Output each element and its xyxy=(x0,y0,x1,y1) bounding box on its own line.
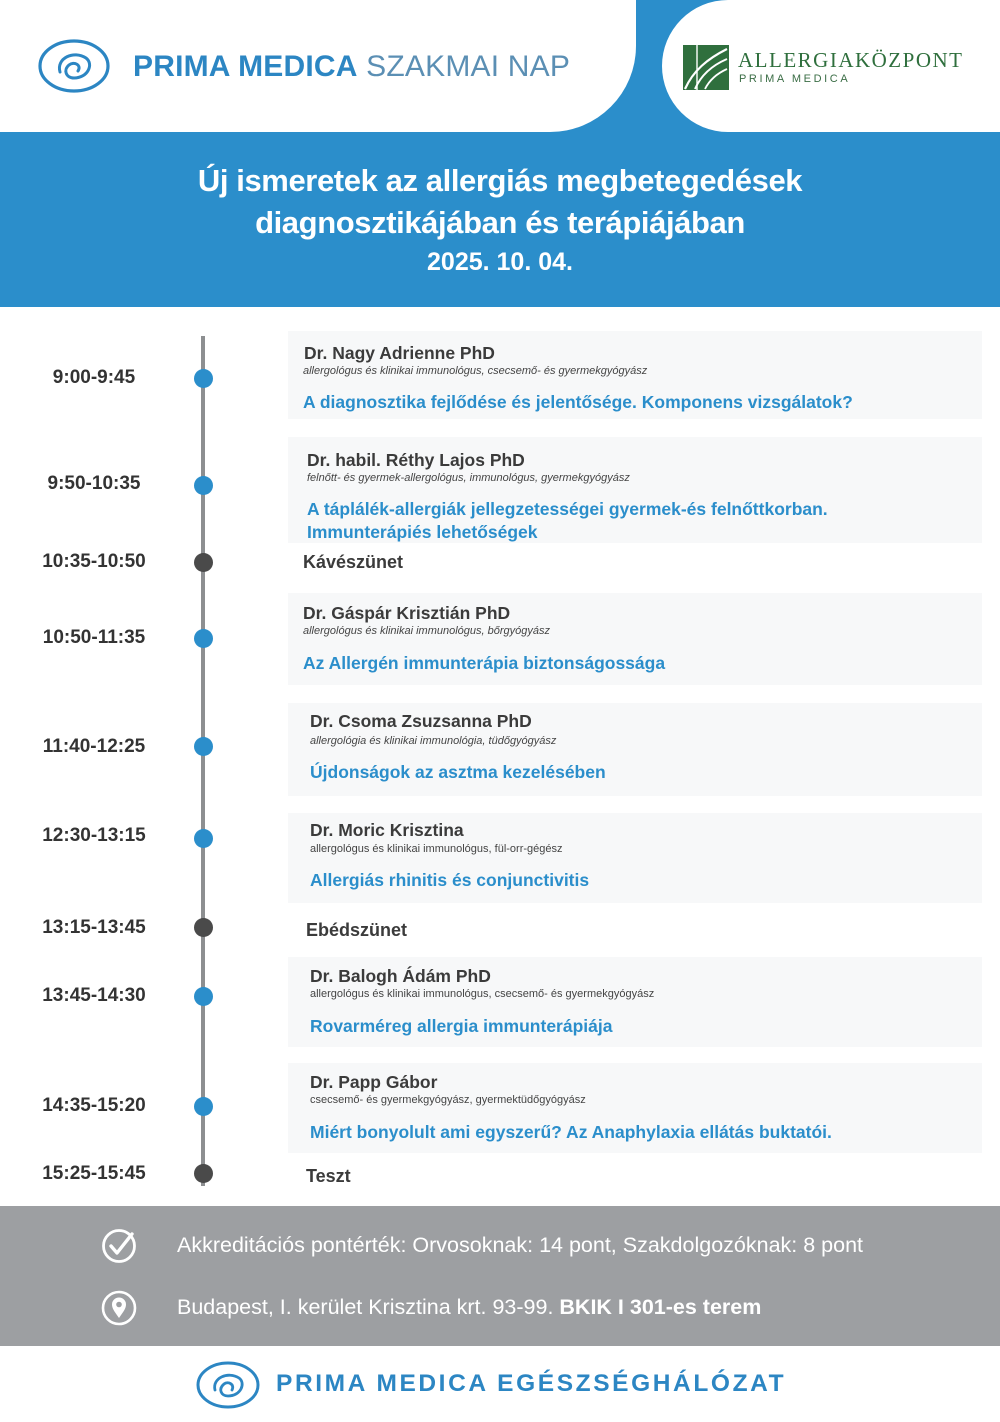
accreditation-text: Akkreditációs pontérték: Orvosoknak: 14 pont, Szakdolgozóknak: 8 pont xyxy=(177,1233,864,1257)
break-label: Teszt xyxy=(306,1166,351,1186)
partner-subtitle: PRIMA MEDICA xyxy=(739,73,851,85)
prima-medica-footer-logo-icon xyxy=(196,1360,260,1410)
address-text xyxy=(177,1295,761,1320)
speaker-role: allergológia és klinikai immunológia, tüdőgyógyász xyxy=(310,735,557,747)
speaker-name: Dr. Nagy Adrienne PhD xyxy=(304,343,495,363)
brand-title-bold: PRIMA MEDICA xyxy=(133,50,358,83)
session-time: 9:00-9:45 xyxy=(52,367,136,388)
session-time: 12:30-13:15 xyxy=(42,825,146,846)
timeline-dot xyxy=(194,1097,213,1116)
speaker-name: Dr. Gáspár Krisztián PhD xyxy=(303,603,511,623)
address: Budapest, I. kerület Krisztina krt. 93-99. xyxy=(177,1295,560,1319)
page-title-line1: Új ismeretek az allergiás megbetegedések xyxy=(197,163,803,198)
timeline-dot xyxy=(194,369,213,388)
timeline-dot xyxy=(194,476,213,495)
timeline-dot-break xyxy=(194,553,213,572)
timeline-dot xyxy=(194,829,213,848)
prima-medica-logo-icon xyxy=(38,38,110,94)
partner-name: ALLERGIAKÖZPONT xyxy=(738,48,964,72)
speaker-name: Dr. Balogh Ádám PhD xyxy=(310,966,491,986)
brand-title-light: SZAKMAI NAP xyxy=(366,50,571,83)
session-time: 9:50-10:35 xyxy=(47,473,141,494)
speaker-role: allergológus és klinikai immunológus, fül-orr-gégész xyxy=(310,843,563,855)
talk-title: Miért bonyolult ami egyszerű? Az Anaphylaxia ellátás buktatói. xyxy=(310,1122,832,1142)
talk-title: Rovarméreg allergia immunterápiája xyxy=(310,1016,613,1036)
allergiakozpont-logo-icon xyxy=(683,45,729,90)
talk-title: A diagnosztika fejlődése és jelentősége. Komponens vizsgálatok? xyxy=(303,392,853,412)
break-time: 13:15-13:45 xyxy=(42,917,146,938)
speaker-name: Dr. Papp Gábor xyxy=(310,1072,438,1092)
info-bar xyxy=(0,1206,1000,1346)
break-label: Kávészünet xyxy=(303,552,404,572)
break-time: 10:35-10:50 xyxy=(42,551,146,572)
speaker-role: csecsemő- és gyermekgyógyász, gyermektüdőgyógyász xyxy=(310,1094,586,1106)
talk-title-line1: A táplálék-allergiák jellegzetességei gyermek-és felnőttkorban. xyxy=(307,499,828,519)
timeline-dot-break xyxy=(194,1164,213,1183)
event-date: 2025. 10. 04. xyxy=(427,248,573,276)
talk-title: Újdonságok az asztma kezelésében xyxy=(310,762,606,782)
session-time: 13:45-14:30 xyxy=(42,985,146,1006)
room: BKIK I 301-es terem xyxy=(559,1295,762,1319)
speaker-role: allergológus és klinikai immunológus, csecsemő- és gyermekgyógyász xyxy=(310,988,655,1000)
speaker-role: felnőtt- és gyermek-allergológus, immunológus, gyermekgyógyász xyxy=(307,472,630,484)
session-time: 10:50-11:35 xyxy=(42,627,146,648)
page-title-line2: diagnosztikájában és terápiájában xyxy=(255,205,745,240)
check-circle-icon xyxy=(101,1228,137,1264)
location-pin-icon xyxy=(101,1290,137,1326)
talk-title-line2: Immunterápiés lehetőségek xyxy=(307,522,538,542)
timeline-dot xyxy=(194,629,213,648)
break-label: Ebédszünet xyxy=(306,920,408,940)
talk-title xyxy=(307,498,828,544)
timeline-line xyxy=(201,336,205,1186)
speaker-role: allergológus és klinikai immunológus, csecsemő- és gyermekgyógyász xyxy=(303,365,648,377)
timeline-dot xyxy=(194,737,213,756)
timeline-dot-break xyxy=(194,918,213,937)
talk-title: Allergiás rhinitis és conjunctivitis xyxy=(310,870,590,890)
break-time: 15:25-15:45 xyxy=(42,1163,146,1184)
speaker-name: Dr. habil. Réthy Lajos PhD xyxy=(307,450,525,470)
footer-title: PRIMA MEDICA EGÉSZSÉGHÁLÓZAT xyxy=(276,1370,787,1397)
page-title xyxy=(0,160,1000,244)
speaker-role: allergológus és klinikai immunológus, bőrgyógyász xyxy=(303,625,551,637)
brand-title xyxy=(133,50,570,84)
speaker-name: Dr. Csoma Zsuzsanna PhD xyxy=(310,711,532,731)
talk-title: Az Allergén immunterápia biztonságossága xyxy=(303,653,666,673)
speaker-name: Dr. Moric Krisztina xyxy=(310,820,464,840)
timeline-dot xyxy=(194,987,213,1006)
session-time: 14:35-15:20 xyxy=(42,1095,146,1116)
session-time: 11:40-12:25 xyxy=(42,736,146,757)
